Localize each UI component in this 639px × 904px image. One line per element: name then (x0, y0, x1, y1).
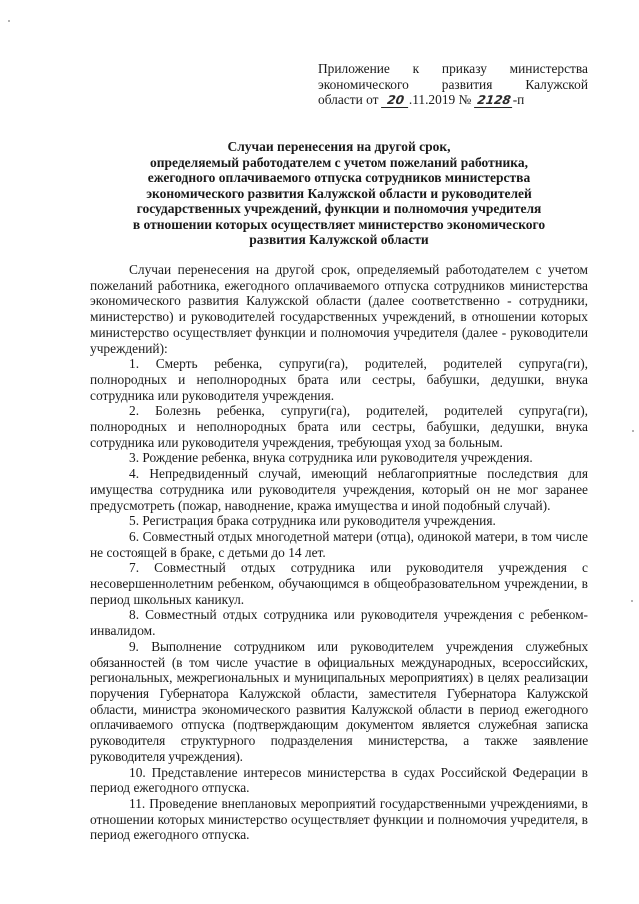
appendix-word: Калужской (525, 76, 588, 92)
list-item: 2. Болезнь ребенка, супруги(га), родителей, родителей супруга(ги), полнородных и неполнородных брата или сестры, бабушки, дедушки, внука сотрудника или руководителя учреждения, требующая уход за больным. (90, 403, 588, 450)
list-item: 5. Регистрация брака сотрудника или руководителя учреждения. (129, 513, 496, 529)
title-line: в отношении которых осуществляет министерство экономического (132, 216, 546, 232)
list-item: 7. Совместный отдых сотрудника или руководителя учреждения с несовершеннолетним ребенком, обучающимся в общеобразовательном учреждении, в период школьных каникул. (90, 560, 588, 607)
list-item: 3. Рождение ребенка, внука сотрудника или руководителя учреждения. (129, 450, 533, 466)
scan-speck (632, 430, 634, 432)
appendix-word: приказу (441, 61, 487, 76)
title-line: государственных учреждений, функции и полномочия учредителя (136, 201, 542, 216)
title-line: Случаи перенесения на другой срок, (227, 139, 451, 154)
list-item: 1. Смерть ребенка, супруги(га), родителей, родителей супруга(ги), полнородных и неполнородных брата или сестры, бабушки, дедушки, внука сотрудника или руководителя учреждения. (90, 356, 588, 403)
appendix-word: Приложение (318, 61, 390, 76)
appendix-date-prefix: области от (318, 92, 379, 108)
title-line: экономического развития Калужской области и руководителей (146, 185, 532, 201)
list-item: 6. Совместный отдых многодетной матери (отца), одинокой матери, в том числе не состоящей в браке, с детьми до 14 лет. (90, 528, 588, 560)
appendix-word: министерства (509, 61, 588, 76)
handwritten-order-number: 2128 (474, 94, 514, 108)
scan-speck (8, 20, 10, 22)
intro-paragraph: Случаи перенесения на другой срок, определяемый работодателем с учетом пожеланий работника, ежегодного оплачиваемого отпуска сотрудников министерства экономического развития Калужской области (далее соответственно - сотрудники, министерство) и руководителей государственных учреждений, в отношении которых министерство осуществляет функции и полномочия учредителя (далее - руководители учреждений): (90, 262, 588, 356)
title-line: развития Калужской области (249, 232, 429, 247)
title-line: ежегодного оплачиваемого отпуска сотрудников министерства (147, 170, 531, 185)
list-item: 11. Проведение внеплановых мероприятий государственными учреждениями, в отношении которых министерство осуществляет функции и полномочия учредителя, в период ежегодного отпуска. (90, 795, 588, 843)
list-item: 10. Представление интересов министерства в судах Российской Федерации в период ежегодного отпуска. (90, 764, 588, 796)
appendix-line-1 (318, 61, 588, 77)
appendix-header (318, 61, 588, 108)
document-body (90, 262, 588, 843)
appendix-line-3 (318, 92, 588, 108)
appendix-word: экономического (318, 76, 409, 92)
list-item: 8. Совместный отдых сотрудника или руководителя учреждения с ребенком-инвалидом. (90, 607, 588, 639)
title-line: определяемый работодателем с учетом пожеланий работника, (150, 154, 528, 170)
appendix-word: к (412, 61, 420, 76)
list-item: 9. Выполнение сотрудником или руководителем учреждения служебных обязанностей (в том числе участие в официальных международных, всероссийских, региональных, межрегиональных и муниципальных мероприятиях) в целях реализации поручения Губернатора Калужской области, заместителя Губернатора Калужской области, министра экономического развития Калужской области в период ежегодного оплачиваемого отпуска (подтверждающим документом является служебная записка руководителя структурного подразделения министерства, а также заявление руководителя учреждения). (90, 638, 588, 764)
scan-speck (631, 600, 633, 602)
appendix-suffix: -п (512, 92, 525, 108)
list-item: 4. Непредвиденный случай, имеющий неблагоприятные последствия для имущества сотрудника или руководителя учреждения, который он не мог заранее предусмотреть (пожар, наводнение, кража имущества и иной подобный случай). (90, 466, 588, 513)
appendix-line-2 (318, 77, 588, 93)
document-title (90, 139, 588, 248)
handwritten-day: 20 (381, 94, 410, 108)
appendix-date-rest: .11.2019 № (408, 92, 472, 108)
appendix-word: развития (441, 76, 493, 92)
